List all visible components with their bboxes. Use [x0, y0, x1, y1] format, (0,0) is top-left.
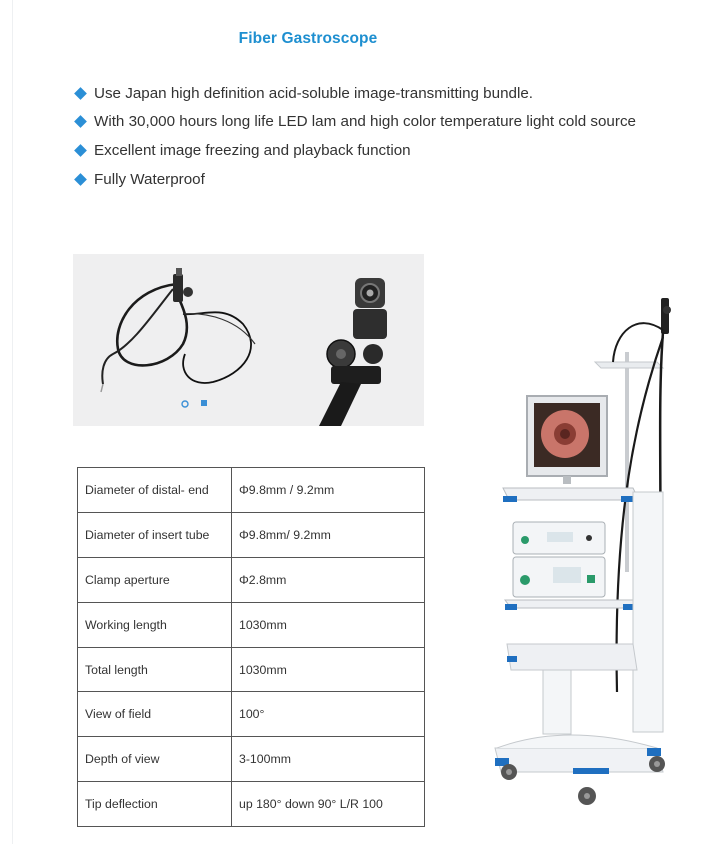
endoscope-illustration — [73, 254, 424, 426]
table-row — [78, 557, 425, 602]
diamond-bullet-icon — [74, 144, 87, 157]
spec-label: Diameter of insert tube — [78, 512, 232, 557]
feature-list — [74, 79, 636, 193]
table-row — [78, 782, 425, 827]
spec-value: 3-100mm — [232, 737, 425, 782]
feature-text: Use Japan high definition acid-soluble image-transmitting bundle. — [94, 84, 534, 102]
spec-label: Clamp aperture — [78, 557, 232, 602]
diamond-bullet-icon — [74, 116, 87, 129]
spec-label: Diameter of distal- end — [78, 468, 232, 513]
table-row — [78, 737, 425, 782]
feature-item — [74, 136, 636, 165]
spec-table — [77, 467, 425, 827]
feature-text: Excellent image freezing and playback function — [94, 141, 411, 159]
page-edge-divider — [12, 0, 13, 844]
feature-item — [74, 79, 636, 108]
spec-value: 100° — [232, 692, 425, 737]
spec-label: View of field — [78, 692, 232, 737]
diamond-bullet-icon — [74, 87, 87, 100]
spec-value: Φ9.8mm/ 9.2mm — [232, 512, 425, 557]
spec-label: Tip deflection — [78, 782, 232, 827]
spec-value: Φ2.8mm — [232, 557, 425, 602]
feature-item — [74, 165, 636, 194]
table-row — [78, 647, 425, 692]
table-row — [78, 602, 425, 647]
endoscope-product-photo — [73, 254, 424, 426]
feature-text: With 30,000 hours long life LED lam and high color temperature light cold source — [94, 113, 636, 131]
feature-text: Fully Waterproof — [94, 170, 205, 188]
feature-item — [74, 108, 636, 137]
endoscopy-cart-photo — [487, 292, 697, 816]
spec-value: 1030mm — [232, 602, 425, 647]
spec-label: Working length — [78, 602, 232, 647]
cart-illustration — [487, 292, 697, 816]
page-title: Fiber Gastroscope — [238, 30, 378, 47]
spec-value: up 180° down 90° L/R 100 — [232, 782, 425, 827]
table-row — [78, 468, 425, 513]
table-row — [78, 512, 425, 557]
spec-label: Depth of view — [78, 737, 232, 782]
table-row — [78, 692, 425, 737]
diamond-bullet-icon — [74, 173, 87, 186]
spec-label: Total length — [78, 647, 232, 692]
spec-value: Φ9.8mm / 9.2mm — [232, 468, 425, 513]
spec-value: 1030mm — [232, 647, 425, 692]
